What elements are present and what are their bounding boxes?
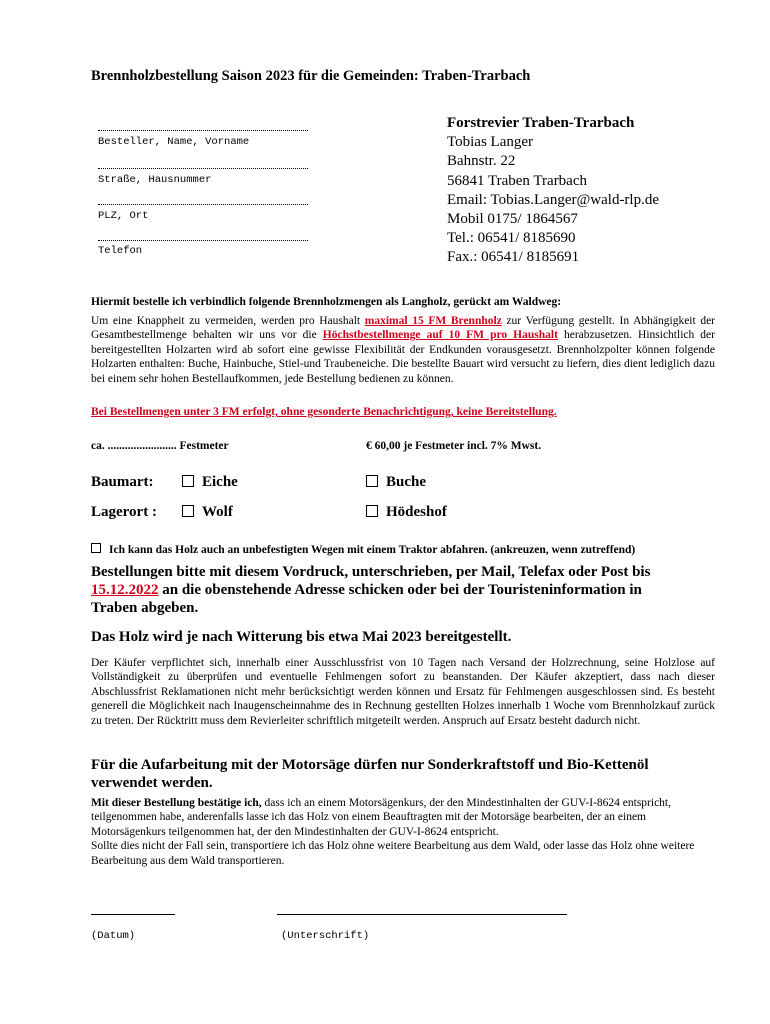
address-city: 56841 Traben Trarbach xyxy=(447,172,588,189)
availability-heading: Das Holz wird je nach Witterung bis etwa Mai 2023 bereitgestellt. xyxy=(91,629,512,645)
location-option-hoedeshof[interactable]: Hödeshof xyxy=(366,504,447,521)
city-field[interactable] xyxy=(98,204,308,205)
phone-field[interactable] xyxy=(98,240,308,241)
submission-instructions: Bestellungen bitte mit diesem Vordruck, unterschrieben, per Mail, Telefax oder Post bis 15.12.2022 an die obenstehende Adresse schicken oder bei der Touristeninformation in Traben abgeben. xyxy=(91,564,651,616)
page-title: Brennholzbestellung Saison 2023 für die Gemeinden: Traben-Trarbach xyxy=(91,68,531,84)
date-signature-line[interactable] xyxy=(91,914,175,915)
order-intro-paragraph: Um eine Knappheit zu vermeiden, werden pro Haushalt maximal 15 FM Brennholz zur Verfügung gestellt. In Abhängigkeit der Gesamtbestellmenge behalten wir uns vor die Höchstbestellmenge auf 10 FM pro Haushalt herabzusetzen. Hinsichtlich der bereitgestellten Holzarten wird ab sofort eine gewisse Flexibilität der Endkunden vorausgesetzt. Brennholzpolter können folgende Holzarten enthalten: Buche, Hainbuche, Stiel-und Traubeneiche. Die bestellte Bauart wird versucht zu liefern, dies dient lediglich dazu bei einem sehr hohen Bestellaufkommen, jede Bestellung bedienen zu können. xyxy=(91,315,716,385)
signature-label: (Unterschrift) xyxy=(281,930,370,942)
price-text: € 60,00 je Festmeter incl. 7% Mwst. xyxy=(366,440,542,452)
signature-line[interactable] xyxy=(277,914,567,915)
street-field[interactable] xyxy=(98,168,308,169)
deadline-date: 15.12.2022 xyxy=(91,582,159,598)
address-phone: Tel.: 06541/ 8185690 xyxy=(447,230,576,247)
date-label: (Datum) xyxy=(91,930,136,942)
hoedeshof-checkbox[interactable] xyxy=(366,505,378,517)
chainsaw-heading: Für die Aufarbeitung mit der Motorsäge dürfen nur Sonderkraftstoff und Bio-Kettenöl verwendet werden. xyxy=(91,757,649,791)
species-option-beech[interactable]: Buche xyxy=(366,474,426,491)
address-email[interactable]: Email: Tobias.Langer@wald-rlp.de xyxy=(447,191,660,208)
quantity-field[interactable]: ca. ........................ Festmeter xyxy=(91,440,229,452)
address-name: Tobias Langer xyxy=(447,134,534,151)
phone-field-label: Telefon xyxy=(98,245,143,257)
address-street: Bahnstr. 22 xyxy=(447,153,516,170)
buyer-obligations-paragraph: Der Käufer verpflichtet sich, innerhalb einer Ausschlussfrist von 10 Tagen nach Versand der Holzrechnung, seine Holzlose auf Vollständigkeit zu überprüfen und eventuelle Fehlmengen sofort zu beanstanden. Der Käufer akzeptiert, dass nach dieser Abschlussfrist Reklamationen nicht mehr berücksichtigt werden können und Ersatz für Fehlmengen ausgeschlossen sind. Es besteht generell die Möglichkeit nach Inaugenscheinnahme des in Rechnung gestellten Holzes innerhalb 1 Woche vom Brennholzkauf zurück zu treten. Der Rücktritt muss dem Revierleiter schriftlich mitgeteilt werden. Anspruch auf Ersatz besteht dadurch nicht. xyxy=(91,657,715,727)
chainsaw-confirmation: Mit dieser Bestellung bestätige ich, dass ich an einem Motorsägenkurs, der den Mindestinhalten der GUV-I-8624 entspricht, teilgenommen habe, anderenfalls lasse ich das Holz von einem Beauftragten mit der Motorsäge bearbeiten, der an einem Motorsägenkurs teilgenommen hat, der den Mindestinhalten der GUV-I-8624 entspricht. Sollte dies nicht der Fall sein, transportiere ich das Holz ohne weitere Bearbeitung aus dem Wald, oder lasse das Holz ohne weitere Bearbeitung aus dem Wald transportieren. xyxy=(91,797,695,867)
forest-office-address xyxy=(447,114,659,268)
tractor-checkbox[interactable] xyxy=(91,543,101,553)
species-label: Baumart: xyxy=(91,474,154,490)
address-heading: Forstrevier Traben-Trarbach xyxy=(447,115,635,131)
reduced-quantity-highlight: Höchstbestellmenge auf 10 FM pro Haushalt xyxy=(322,329,558,342)
address-fax: Fax.: 06541/ 8185691 xyxy=(447,249,580,266)
address-mobile: Mobil 0175/ 1864567 xyxy=(447,211,578,228)
minimum-order-notice: Bei Bestellmengen unter 3 FM erfolgt, ohne gesonderte Benachrichtigung, keine Bereitstellung. xyxy=(91,406,557,418)
location-label: Lagerort : xyxy=(91,504,157,520)
name-field-label: Besteller, Name, Vorname xyxy=(98,136,250,148)
beech-checkbox[interactable] xyxy=(366,475,378,487)
species-option-oak[interactable]: Eiche xyxy=(182,474,238,491)
location-option-wolf[interactable]: Wolf xyxy=(182,504,233,521)
max-quantity-highlight: maximal 15 FM Brennholz xyxy=(364,315,502,327)
order-intro-heading: Hiermit bestelle ich verbindlich folgende Brennholzmengen als Langholz, gerückt am Waldweg: xyxy=(91,296,562,308)
city-field-label: PLZ, Ort xyxy=(98,210,149,222)
name-field[interactable] xyxy=(98,130,308,131)
tractor-option[interactable]: Ich kann das Holz auch an unbefestigten Wegen mit einem Traktor abfahren. (ankreuzen, wenn zutreffend) xyxy=(91,543,635,556)
oak-checkbox[interactable] xyxy=(182,475,194,487)
street-field-label: Straße, Hausnummer xyxy=(98,174,212,186)
wolf-checkbox[interactable] xyxy=(182,505,194,517)
